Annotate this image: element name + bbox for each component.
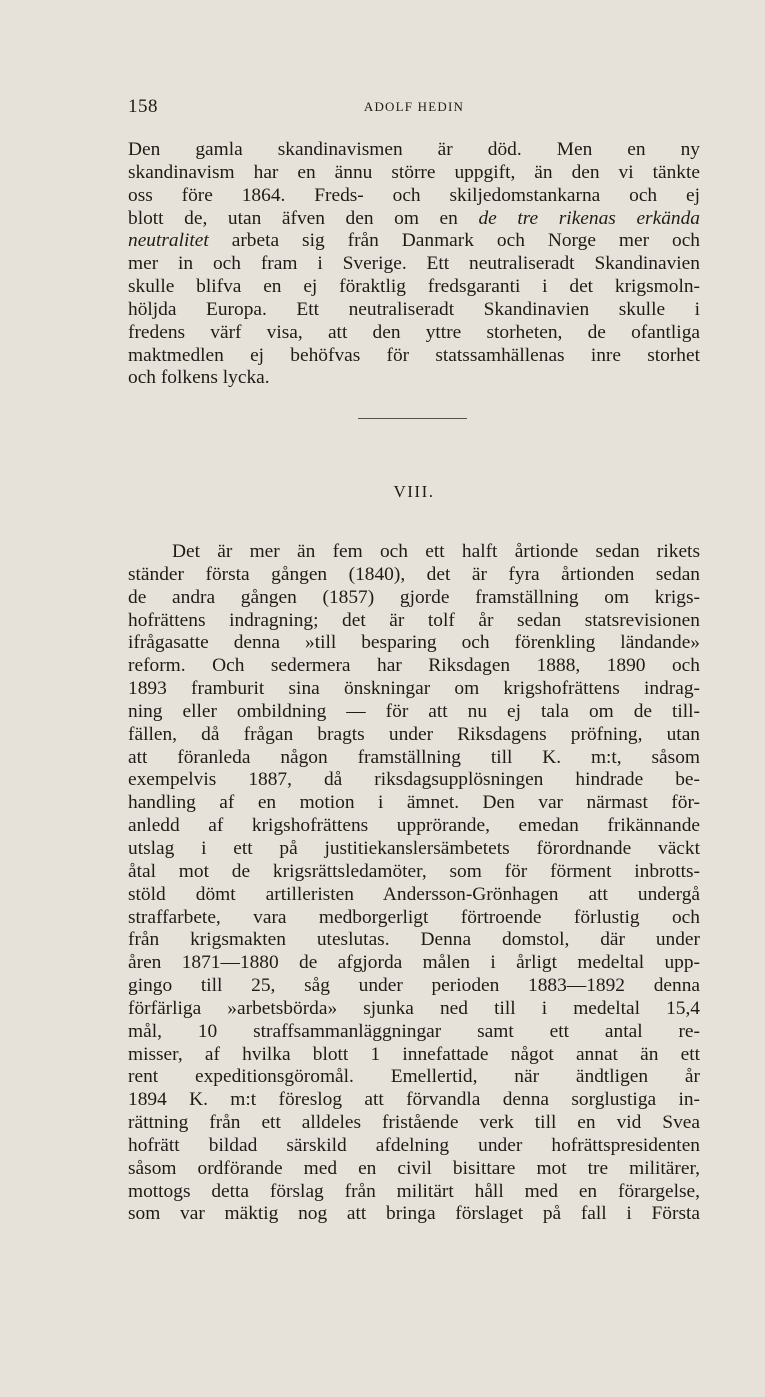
paragraph-2 (128, 541, 700, 1226)
text-line: åtal mot de krigsrättsledamöter, som för förment inbrotts- (128, 860, 700, 882)
text-line: exempelvis 1887, då riksdagsupplösningen hindrade be- (128, 769, 700, 791)
text-line: skandinavism har en ännu större uppgift, än den vi tänkte (128, 161, 700, 183)
italic-phrase: de tre rikenas erkända (478, 207, 700, 229)
text-line: oss före 1864. Freds- och skiljedomstankarna och ej (128, 184, 700, 206)
text-line: straffarbete, vara medborgerligt förtroende förlustig och (128, 906, 700, 928)
text-line: skulle blifva en ej föraktlig fredsgaranti i det krigsmoln- (128, 276, 700, 298)
text-line: fredens värf visa, att den yttre storheten, de ofantliga (128, 321, 700, 343)
page-header (128, 96, 700, 120)
text-line: stöld dömt artilleristen Andersson-Grönhagen att undergå (128, 883, 700, 905)
text-line: reform. Och sedermera har Riksdagen 1888, 1890 och (128, 655, 700, 677)
text-line: neutralitet arbeta sig från Danmark och Norge mer och (128, 230, 700, 252)
text-line: ständer första gången (1840), det är fyra årtionden sedan (128, 563, 700, 585)
text-line: Den gamla skandinavismen är död. Men en ny (128, 139, 700, 160)
text-line: blott de, utan äfven den om en de tre rikenas erkända (128, 207, 700, 229)
text-line: 1894 K. m:t föreslog att förvandla denna sorglustiga in- (128, 1089, 700, 1111)
text-line: höljda Europa. Ett neutraliseradt Skandinavien skulle i (128, 298, 700, 320)
section-divider (358, 418, 467, 419)
text-line: från krigsmakten uteslutas. Denna domstol, där under (128, 929, 700, 951)
text-line: ning eller ombildning — för att nu ej tala om de till- (128, 700, 700, 722)
text-line: rent expeditionsgöromål. Emellertid, när ändtligen år (128, 1066, 700, 1088)
text-line: utslag i ett på justitiekanslersämbetets förordnande väckt (128, 837, 700, 859)
text-line: förfärliga »arbetsbörda» sjunka ned till i medeltal 15,4 (128, 997, 700, 1019)
text-line: och folkens lycka. (128, 367, 270, 389)
text-line: misser, af hvilka blott 1 innefattade något annat än ett (128, 1043, 700, 1065)
text-line: mottogs detta förslag från militärt håll med en förargelse, (128, 1180, 700, 1202)
text-line: 1893 framburit sina önskningar om krigshofrättens indrag- (128, 678, 700, 700)
italic-phrase: neutralitet (128, 230, 209, 252)
text-line: de andra gången (1857) gjorde framställning om krigs- (128, 586, 700, 608)
section-heading: VIII. (393, 482, 435, 501)
running-head: ADOLF HEDIN (363, 99, 465, 114)
text-line: att föranleda någon framställning till K. m:t, såsom (128, 746, 700, 768)
text-line: Det är mer än fem och ett halft årtionde sedan rikets (172, 541, 700, 562)
page-number: 158 (128, 96, 158, 117)
text-line: handling af en motion i ämnet. Den var närmast för- (128, 792, 700, 814)
text-line: maktmedlen ej behöfvas för statssamhällenas inre storhet (128, 344, 700, 366)
text-line: ifrågasatte denna »till besparing och förenkling ländande» (128, 632, 700, 654)
text-line: rättning från ett alldeles fristående verk till en vid Svea (128, 1112, 700, 1134)
text-line: åren 1871—1880 de afgjorda målen i årligt medeltal upp- (128, 952, 700, 974)
text-line: hofrätt bildad särskild afdelning under hofrättspresidenten (128, 1134, 700, 1156)
paragraph-1 (128, 139, 700, 390)
text-line: mål, 10 straffsammanläggningar samt ett antal re- (128, 1020, 700, 1042)
text-line: mer in och fram i Sverige. Ett neutraliseradt Skandinavien (128, 253, 700, 275)
text-line: anledd af krigshofrättens upprörande, emedan frikännande (128, 815, 700, 837)
text-line: som var mäktig nog att bringa förslaget på fall i Första (128, 1203, 700, 1225)
text-line: fällen, då frågan bragts under Riksdagens pröfning, utan (128, 723, 700, 745)
text-line: hofrättens indragning; det är tolf år sedan statsrevisionen (128, 609, 700, 631)
text-line: gingo till 25, såg under perioden 1883—1892 denna (128, 975, 700, 997)
text-line: såsom ordförande med en civil bisittare mot tre militärer, (128, 1157, 700, 1179)
